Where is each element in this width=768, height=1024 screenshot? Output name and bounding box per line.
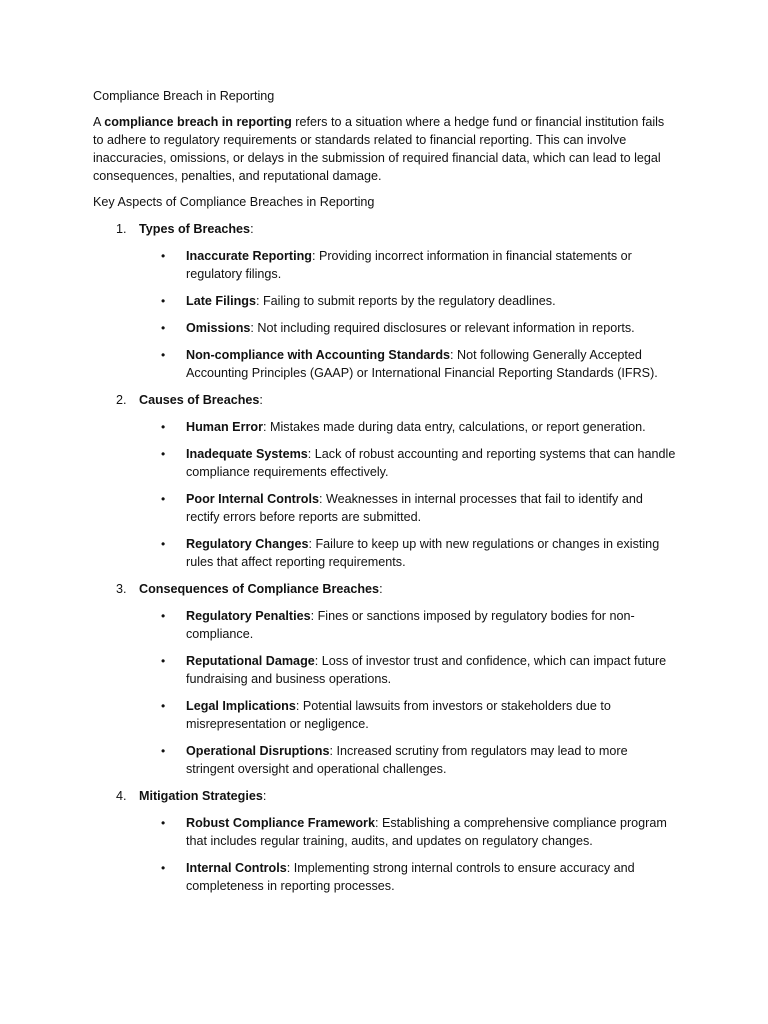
section-heading (93, 391, 676, 409)
section-heading (93, 220, 676, 238)
list-item (93, 742, 676, 778)
bullet-list (93, 607, 676, 778)
bullet-icon: • (161, 321, 166, 335)
item-term: Operational Disruptions (186, 744, 330, 758)
numbered-list (93, 220, 676, 895)
item-description: : Not including required disclosures or relevant information in reports. (250, 321, 635, 335)
section-heading (93, 580, 676, 598)
intro-text: refers to a situation where a hedge fund or financial institution fails to adhere to regulatory requirements or standards related to financial reporting. This can involve inaccuracies, omissions, or delays in the submission of required financial data, which can lead to legal consequences, penalties, and reputational damage. (93, 115, 665, 183)
list-item (93, 292, 676, 310)
bullet-icon: • (161, 699, 166, 713)
item-term: Omissions (186, 321, 251, 335)
bullet-list (93, 814, 676, 895)
item-term: Late Filings (186, 294, 256, 308)
numbered-list-item (93, 220, 676, 382)
list-item (93, 319, 676, 337)
section-heading-text: Causes of Breaches (139, 393, 260, 407)
bullet-list (93, 418, 676, 571)
item-description: : Providing incorrect information in financial statements or regulatory filings. (186, 249, 632, 281)
item-description: : Fines or sanctions imposed by regulatory bodies for non-compliance. (186, 609, 635, 641)
item-term: Inaccurate Reporting (186, 249, 312, 263)
bullet-icon: • (161, 249, 166, 263)
item-description: : Not following Generally Accepted Accounting Principles (GAAP) or International Financial Reporting Standards (IFRS). (186, 348, 658, 380)
item-description: : Potential lawsuits from investors or stakeholders due to misrepresentation or negligence. (186, 699, 611, 731)
bullet-icon: • (161, 420, 166, 434)
list-item (93, 535, 676, 571)
bullet-icon: • (161, 294, 166, 308)
item-term: Internal Controls (186, 861, 287, 875)
list-number: 4. (116, 789, 127, 803)
list-item (93, 607, 676, 643)
section-heading-colon: : (379, 582, 383, 596)
bullet-icon: • (161, 816, 166, 830)
bullet-icon: • (161, 537, 166, 551)
section-heading-colon: : (262, 789, 267, 803)
item-description: : Weaknesses in internal processes that fail to identify and rectify errors before reports are submitted. (186, 492, 643, 524)
list-item (93, 445, 676, 481)
item-term: Inadequate Systems (186, 447, 308, 461)
intro-bold-term: compliance breach in reporting (104, 115, 292, 129)
item-description: : Failing to submit reports by the regulatory deadlines. (255, 294, 556, 308)
numbered-list-item (93, 580, 676, 778)
list-item (93, 418, 676, 436)
bullet-list (93, 247, 676, 382)
item-term: Reputational Damage (186, 654, 315, 668)
bullet-icon: • (161, 348, 166, 362)
item-term: Non-compliance with Accounting Standards (186, 348, 451, 362)
item-term: Poor Internal Controls (186, 492, 319, 506)
item-term: Regulatory Changes (186, 537, 309, 551)
section-heading-text: Mitigation Strategies (139, 789, 263, 803)
item-term: Robust Compliance Framework (186, 816, 375, 830)
document-title: Compliance Breach in Reporting (93, 89, 275, 103)
item-description: : Lack of robust accounting and reporting systems that can handle compliance requirements effectively. (186, 447, 676, 479)
intro-paragraph (93, 113, 676, 185)
list-item (93, 859, 676, 895)
list-item (93, 247, 676, 283)
list-item (93, 490, 676, 526)
list-item (93, 652, 676, 688)
bullet-icon: • (161, 654, 166, 668)
bullet-icon: • (161, 447, 166, 461)
item-term: Regulatory Penalties (186, 609, 311, 623)
numbered-list-item (93, 787, 676, 895)
section-heading-text: Types of Breaches (139, 222, 251, 236)
section-heading (93, 787, 676, 805)
item-description: : Failure to keep up with new regulations or changes in existing rules that affect reporting requirements. (186, 537, 660, 569)
item-description: : Loss of investor trust and confidence, which can impact future fundraising and business operations. (186, 654, 667, 686)
list-item (93, 814, 676, 850)
numbered-list-item (93, 391, 676, 571)
list-number: 2. (116, 393, 127, 407)
item-description: : Mistakes made during data entry, calculations, or report generation. (262, 420, 646, 434)
list-item (93, 346, 676, 382)
list-number: 1. (116, 222, 127, 236)
bullet-icon: • (161, 861, 166, 875)
bullet-icon: • (161, 609, 166, 623)
section-subtitle: Key Aspects of Compliance Breaches in Reporting (93, 195, 375, 209)
intro-prefix: A (93, 115, 105, 129)
item-description: : Implementing strong internal controls to ensure accuracy and completeness in reporting processes. (186, 861, 635, 893)
section-heading-text: Consequences of Compliance Breaches (139, 582, 380, 596)
item-description: : Establishing a comprehensive compliance program that includes regular training, audits, and updates on regulatory changes. (186, 816, 667, 848)
item-term: Human Error (186, 420, 263, 434)
section-heading-colon: : (250, 222, 254, 236)
item-description: : Increased scrutiny from regulators may lead to more stringent oversight and operational challenges. (186, 744, 628, 776)
section-heading-colon: : (259, 393, 263, 407)
bullet-icon: • (161, 492, 166, 506)
item-term: Legal Implications (186, 699, 296, 713)
list-item (93, 697, 676, 733)
list-number: 3. (116, 582, 127, 596)
bullet-icon: • (161, 744, 166, 758)
